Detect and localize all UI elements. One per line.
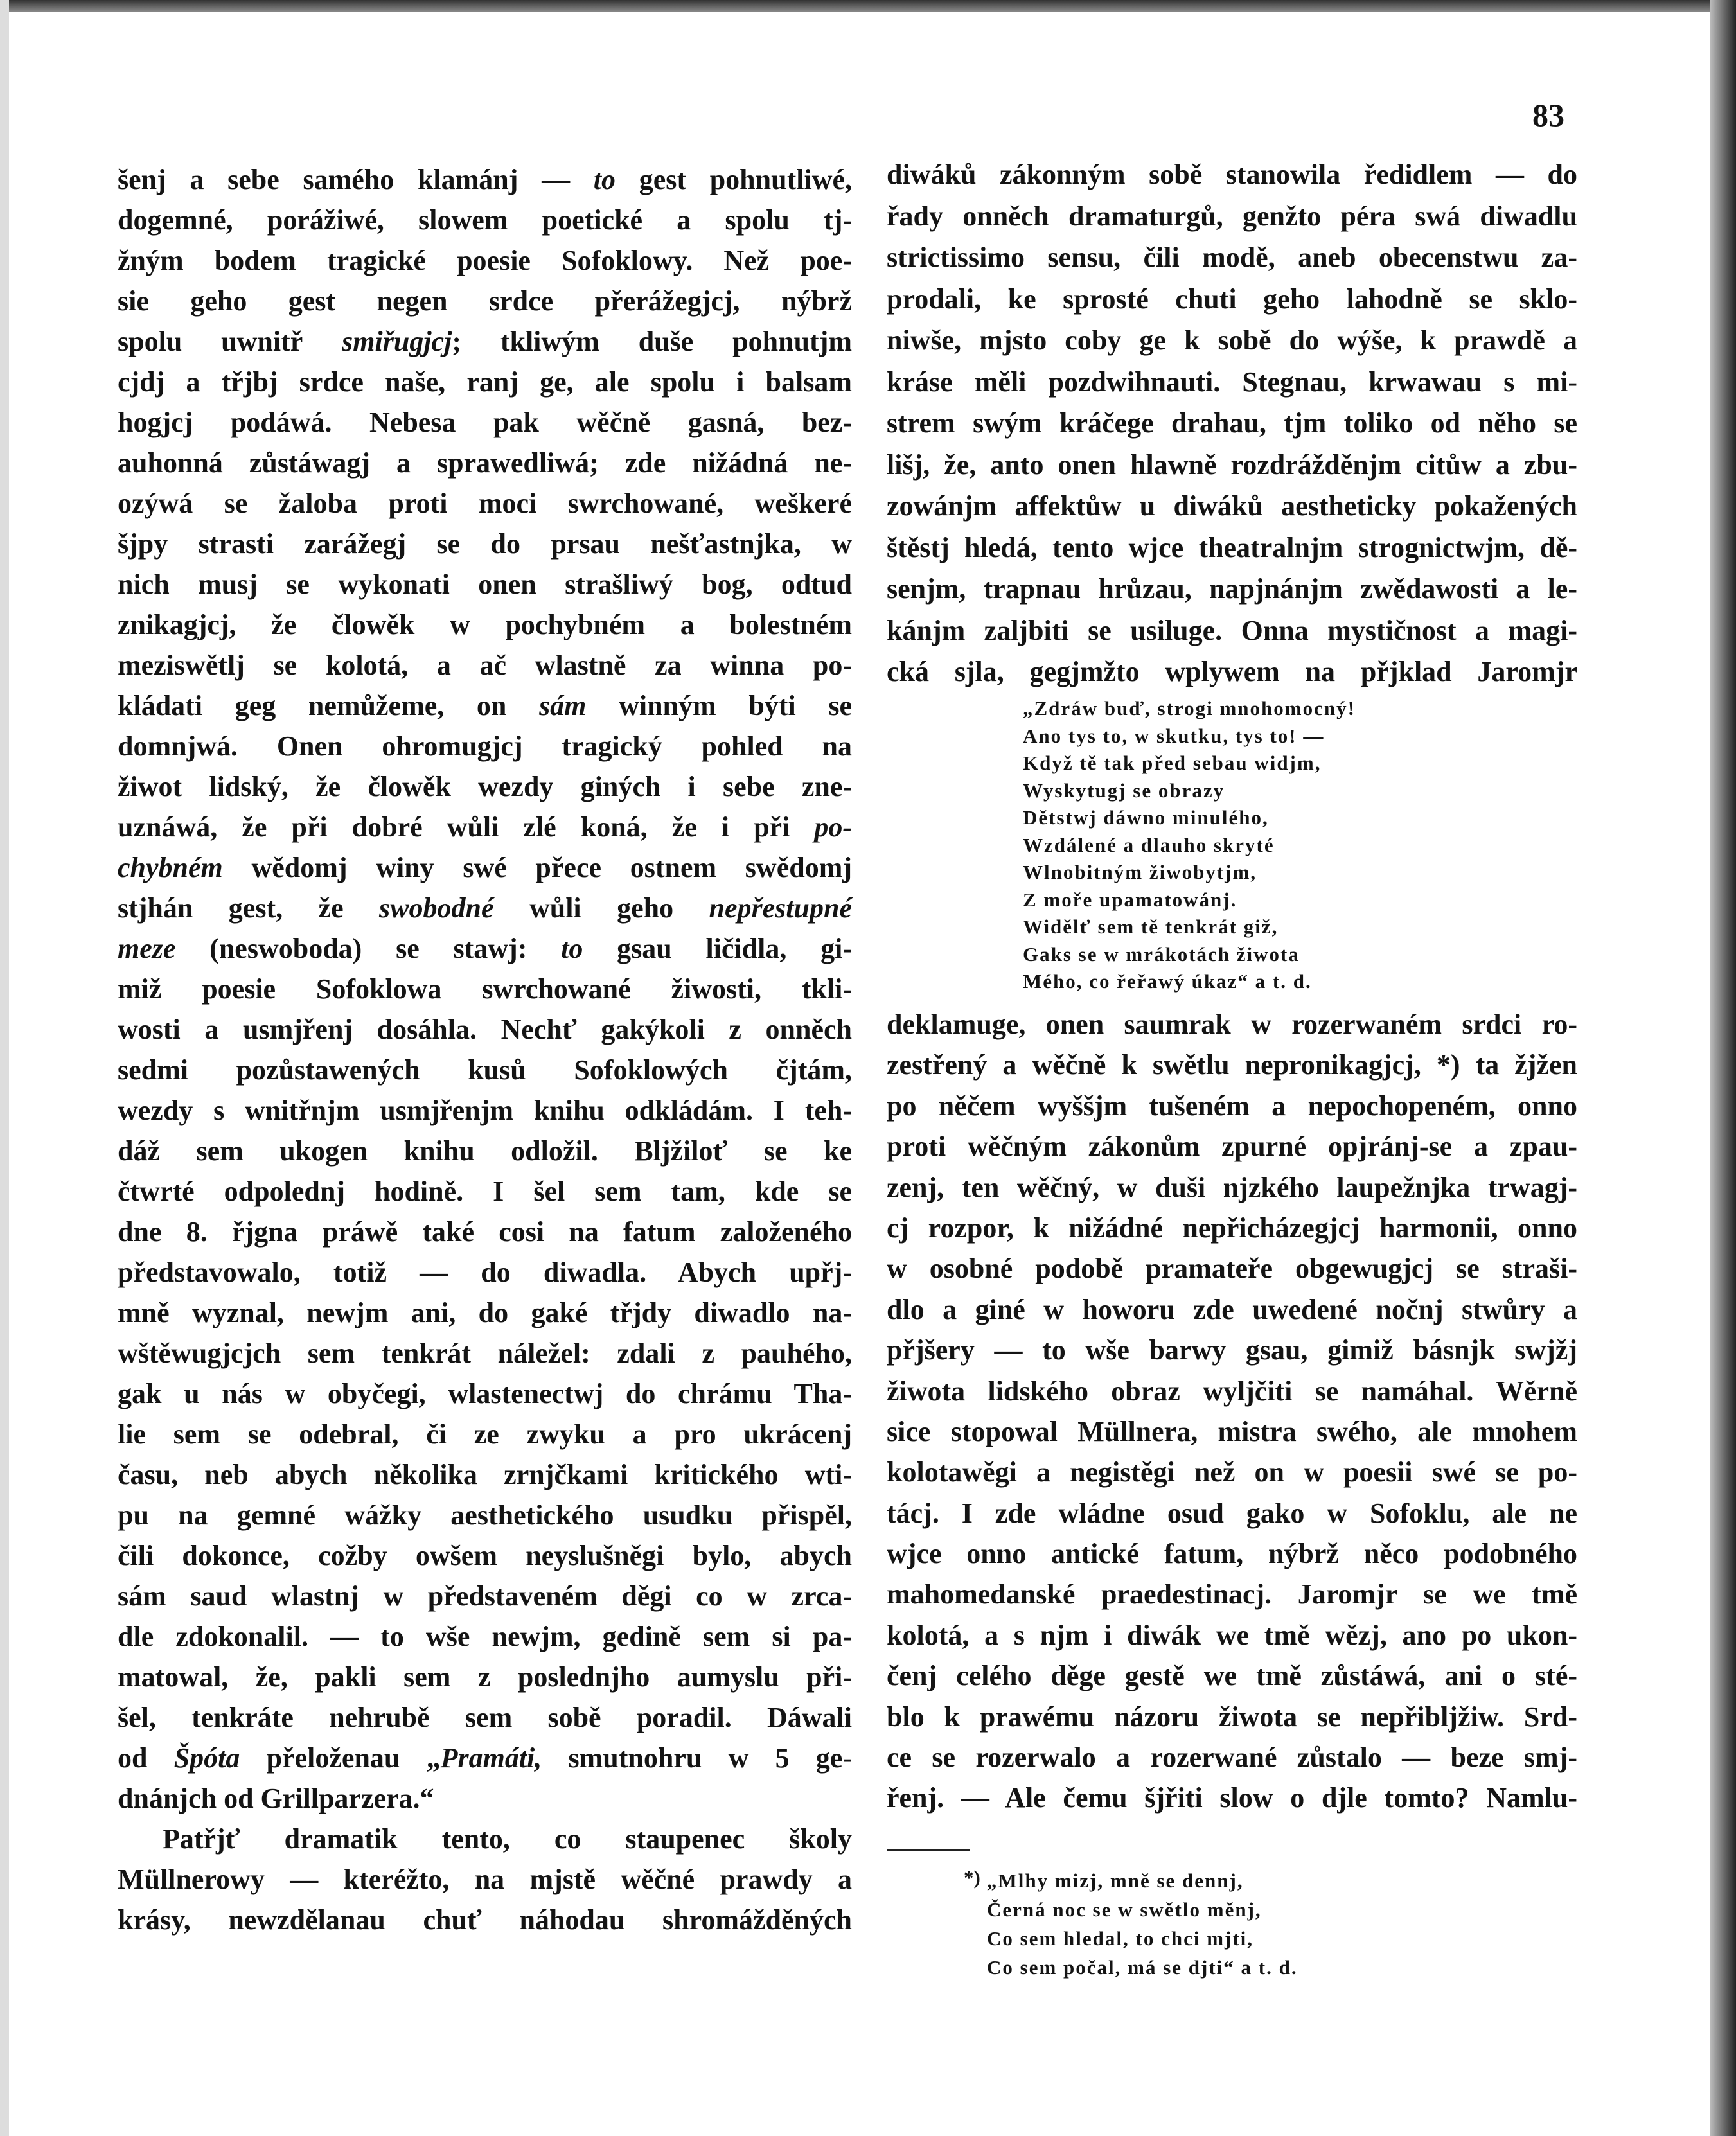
text-segment: přjšery — to wše barwy gsau, gimiž básnjk swjžj	[887, 1334, 1577, 1366]
text-line	[887, 1248, 1577, 1289]
text-segment: Když tě tak před sebau widjm,	[1023, 752, 1322, 774]
text-segment: sie geho gest negen srdce přerážegjcj, nýbrž	[118, 285, 852, 317]
text-segment: Gaks se w mrákotách žiwota	[1023, 942, 1300, 966]
text-line	[1023, 804, 1356, 832]
text-line	[964, 1895, 1298, 1924]
text-segment: Co sem hledal, to chci mjti,	[987, 1927, 1254, 1950]
text-segment: dnánjch od Grillparzera.“	[118, 1783, 434, 1814]
text-line	[887, 1737, 1577, 1778]
text-segment: kolotawěgi a negistěgi než on w poesii swé se po-	[887, 1456, 1577, 1488]
scan-border-left	[0, 0, 9, 2136]
text-segment: nich musj se wykonati onen strašliwý bog, odtud	[118, 569, 852, 600]
text-segment: řady onněch dramaturgů, genžto péra swá diwadlu	[887, 200, 1577, 232]
text-segment: představowalo, totiž — do diwadla. Abych upřj-	[118, 1257, 852, 1288]
text-line	[118, 240, 852, 281]
text-line	[118, 402, 852, 443]
text-segment: kládati geg nemůžeme, on	[118, 690, 540, 721]
text-line	[118, 1090, 852, 1131]
text-line	[118, 1616, 852, 1657]
text-segment: mahomedanské praedestinacj. Jaromjr se we tmě	[887, 1578, 1577, 1611]
text-line	[887, 196, 1577, 238]
text-line	[887, 279, 1577, 321]
text-line	[118, 1900, 852, 1940]
text-segment: senjm, trapnau hrůzau, napjnánjm zwědawosti a le-	[887, 573, 1577, 605]
text-line	[887, 320, 1577, 362]
text-segment: žiwot lidský, že člowěk wezdy giných i sebe zne-	[118, 771, 852, 802]
text-segment: ; tkliwým duše pohnutjm	[452, 326, 852, 357]
text-segment: Co sem počal, má se djti“ a t. d.	[987, 1956, 1298, 1979]
text-segment: zowánjm affektůw u diwáků aestheticky pokažených	[887, 490, 1577, 522]
text-segment: od	[118, 1742, 174, 1774]
text-segment: auhonná zůstáwagj a sprawedliwá; zde nižádná ne-	[118, 447, 852, 479]
text-segment: strem swým kráčege drahau, tjm toliko od něho se	[887, 407, 1577, 439]
text-line	[118, 1293, 852, 1333]
text-segment: (neswoboda) se stawj:	[175, 933, 562, 964]
text-line	[964, 1866, 1298, 1895]
text-line	[118, 1009, 852, 1050]
text-segment: zestřený a wěčně k swětlu nepronikagjcj, *) ta žjžen	[887, 1049, 1577, 1081]
text-line	[118, 1738, 852, 1778]
footnote-mark: *)	[964, 1866, 980, 1889]
text-line	[887, 651, 1577, 693]
text-segment: strictissimo sensu, čili modě, aneb obecenstwu za-	[887, 242, 1577, 273]
text-segment: času, neb abych několika zrnjčkami kritického wti-	[118, 1459, 852, 1490]
italic-text: smiřugjcj	[342, 326, 452, 357]
text-segment: Mého, co řeřawý úkaz“ a t. d.	[1023, 970, 1312, 993]
text-segment: wezdy s wnitřnjm usmjřenjm knihu odkládám. I teh-	[118, 1095, 852, 1126]
text-line	[118, 1212, 852, 1252]
poem-quotation	[1023, 695, 1356, 996]
text-line	[118, 200, 852, 240]
text-line	[118, 1131, 852, 1171]
text-segment: niwše, mjsto coby ge k sobě do wýše, k prawdě a	[887, 324, 1577, 356]
text-segment: prodali, ke sprosté chuti geho lahodně se sklo-	[887, 283, 1577, 315]
text-line	[887, 1289, 1577, 1330]
text-segment: uznáwá, že při dobré wůli zlé koná, že i při	[118, 811, 815, 843]
text-segment: štěstj hledá, tento wjce theatralnjm strognictwjm, dě-	[887, 531, 1577, 563]
text-line	[1023, 777, 1356, 805]
text-line	[118, 362, 852, 402]
text-line	[118, 1373, 852, 1414]
text-line	[118, 443, 852, 483]
text-segment: blo k prawému názoru žiwota se nepřibljžiw. Srd-	[887, 1700, 1577, 1733]
text-line	[1023, 750, 1356, 777]
text-line	[1023, 914, 1356, 941]
text-line	[887, 1167, 1577, 1208]
text-segment: žiwota lidského obraz wyljčiti se namáhal. Wěrně	[887, 1375, 1577, 1407]
text-line	[118, 1657, 852, 1697]
italic-text: po-	[814, 811, 852, 843]
text-line	[118, 1576, 852, 1616]
text-line	[118, 524, 852, 564]
text-line	[118, 969, 852, 1009]
text-line	[887, 1330, 1577, 1370]
text-line	[887, 1615, 1577, 1655]
text-segment: dogemné, porážiwé, slowem poetické a spolu tj-	[118, 204, 852, 236]
text-segment: tácj. I zde wládne osud gako w Sofoklu, ale ne	[887, 1497, 1577, 1529]
text-line	[118, 281, 852, 321]
text-segment: Dětstwj dáwno minulého,	[1023, 806, 1269, 829]
text-line	[118, 159, 852, 200]
text-segment: cj rozpor, k nižádné nepřicházegjcj harmonii, onno	[887, 1212, 1577, 1244]
text-segment: gsau ličidla, gi-	[583, 933, 852, 964]
text-line	[118, 1171, 852, 1212]
text-line	[1023, 832, 1356, 860]
text-segment: „Zdráw buď, strogi mnohomocný!	[1023, 697, 1356, 719]
text-segment: ozýwá se žaloba proti moci swrchowané, weškeré	[118, 488, 852, 519]
text-line	[118, 321, 852, 362]
text-segment: lišj, že, anto onen hlawně rozdrážděnjm citůw a zbu-	[887, 448, 1577, 481]
text-segment: ce se rozerwalo a rozerwané zůstalo — beze smj-	[887, 1742, 1577, 1774]
text-segment: Patřjť dramatik tento, co staupenec školy	[163, 1823, 852, 1855]
text-line	[1023, 887, 1356, 914]
text-line	[118, 1050, 852, 1090]
text-line	[887, 1208, 1577, 1248]
text-line	[887, 1778, 1577, 1818]
text-segment: pu na gemné wážky aesthetického usudku přispěl,	[118, 1499, 852, 1531]
text-segment: wštěwugjcjch sem tenkrát náležel: zdali z pauhého,	[118, 1337, 852, 1369]
text-line	[118, 888, 852, 928]
text-segment: lie sem se odebral, či ze zwyku a pro ukrácenj	[118, 1418, 852, 1450]
text-line	[118, 847, 852, 888]
text-segment: přeloženau „	[240, 1742, 441, 1774]
text-segment: winným býti se	[586, 690, 853, 721]
text-segment: čenj celého děge gestě we tmě zůstáwá, ani o sté-	[887, 1660, 1577, 1692]
text-line	[887, 569, 1577, 610]
text-segment: zenj, ten wěčný, w duši njzkého laupežnjka trwagj-	[887, 1171, 1577, 1203]
text-segment: sice stopowal Müllnera, mistra swého, ale mnohem	[887, 1415, 1577, 1447]
text-segment: „Mlhy mizj, mně se dennj,	[987, 1869, 1244, 1892]
text-line	[1023, 941, 1356, 969]
text-segment: miž poesie Sofoklowa swrchowané žiwosti, tkli-	[118, 973, 852, 1005]
text-line	[118, 726, 852, 766]
text-line	[887, 237, 1577, 279]
right-column-bottom	[887, 1004, 1577, 1819]
text-line	[118, 1252, 852, 1293]
italic-text: Špóta	[173, 1742, 240, 1774]
text-segment: Müllnerowy — kteréžto, na mjstě wěčné prawdy a	[118, 1864, 852, 1895]
footnote-rule	[887, 1849, 970, 1851]
text-line	[118, 645, 852, 685]
text-segment: gest pohnutliwé,	[616, 164, 852, 195]
text-segment: Z moře upamatowánj.	[1023, 888, 1237, 911]
text-line	[118, 1535, 852, 1576]
text-line	[118, 928, 852, 969]
text-segment: kráse měli pozdwihnauti. Stegnau, krwawau s mi-	[887, 366, 1577, 398]
text-line	[887, 1045, 1577, 1085]
text-line	[1023, 723, 1356, 750]
text-line	[118, 807, 852, 847]
text-segment: stjhán gest, že	[118, 892, 380, 924]
text-line	[887, 1452, 1577, 1492]
text-segment: znikagjcj, že člowěk w pochybném a bolestném	[118, 609, 852, 640]
text-line	[887, 362, 1577, 403]
text-segment: diwáků zákonným sobě stanowila ředidlem — do	[887, 159, 1577, 190]
text-line	[118, 1333, 852, 1373]
text-segment: wjce onno antické fatum, nýbrž něco podobného	[887, 1538, 1577, 1570]
text-segment: krásy, newzdělanau chuť náhodau shromážděných	[118, 1904, 852, 1936]
text-segment: cjdj a třjbj srdce naše, ranj ge, ale spolu i balsam	[118, 366, 852, 398]
text-line	[118, 483, 852, 524]
text-segment: dne 8. řjgna práwě také cosi na fatum založeného	[118, 1216, 852, 1248]
italic-text: nepřestupné	[709, 892, 852, 924]
text-line	[118, 1454, 852, 1495]
text-line	[118, 605, 852, 645]
text-segment: Wyskytugj se obrazy	[1023, 779, 1225, 802]
text-segment: dle zdokonalil. — to wše newjm, gedině sem si pa-	[118, 1621, 852, 1652]
italic-text: to	[561, 933, 583, 964]
text-segment: po něčem wyššjm tušeném a nepochopeném, onno	[887, 1090, 1577, 1122]
text-segment: proti wěčným zákonům zpurné opjránj-se a zpau-	[887, 1131, 1577, 1163]
text-line	[118, 1819, 852, 1859]
text-segment: w osobné podobě pramateře obgewugjcj se straši-	[887, 1253, 1577, 1285]
text-segment: smutnohru w 5 ge-	[542, 1742, 852, 1774]
right-column-top	[887, 154, 1577, 693]
italic-text: Pramáti,	[440, 1742, 542, 1774]
text-segment: Widělť sem tě tenkrát giž,	[1023, 915, 1279, 938]
text-line	[118, 1414, 852, 1454]
scan-border-right	[1710, 0, 1736, 2136]
text-segment: Wzdálené a dlauho skryté	[1023, 833, 1275, 856]
text-segment: Ano tys to, w skutku, tys to! —	[1023, 724, 1325, 747]
text-segment: Černá noc se w swětlo měnj,	[987, 1898, 1262, 1921]
text-segment: čtwrté odpolednj hodině. I šel sem tam, kde se	[118, 1176, 852, 1207]
text-line	[118, 766, 852, 807]
italic-text: chybném	[118, 852, 223, 883]
left-column	[118, 159, 852, 1940]
text-line	[887, 1533, 1577, 1574]
text-line	[887, 403, 1577, 445]
text-line	[887, 1126, 1577, 1167]
italic-text: swobodné	[379, 892, 494, 924]
italic-text: sám	[539, 690, 587, 721]
text-line	[118, 1859, 852, 1900]
text-line	[887, 1004, 1577, 1045]
text-segment: dáž sem ukogen knihu odložil. Bljžiloť se ke	[118, 1135, 852, 1167]
text-line	[887, 486, 1577, 527]
text-segment: kolotá, a s njm i diwák we tmě wězj, ano po ukon-	[887, 1619, 1577, 1651]
text-line	[887, 445, 1577, 486]
text-line	[118, 1495, 852, 1535]
text-segment: spolu uwnitř	[118, 326, 342, 357]
text-line	[1023, 968, 1356, 996]
text-segment: sedmi pozůstawených kusů Sofoklowých čjtám,	[118, 1054, 852, 1086]
text-line	[1023, 695, 1356, 723]
text-segment: žným bodem tragické poesie Sofoklowy. Než poe-	[118, 245, 852, 276]
text-segment: deklamuge, onen saumrak w rozerwaném srdci ro-	[887, 1009, 1577, 1040]
text-segment: mně wyznal, newjm ani, do gaké třjdy diwadlo na-	[118, 1297, 852, 1328]
italic-text: to	[593, 164, 616, 195]
text-line	[887, 154, 1577, 196]
text-segment: hogjcj podáwá. Nebesa pak wěčně gasná, bez-	[118, 407, 852, 438]
text-line	[887, 1697, 1577, 1737]
text-segment: sám saud wlastnj w představeném děgi co w zrca-	[118, 1580, 852, 1612]
page-number: 83	[1532, 97, 1564, 133]
text-segment: šel, tenkráte nehrubě sem sobě poradil. Dáwali	[118, 1702, 852, 1733]
italic-text: meze	[118, 933, 176, 964]
text-segment: šjpy strasti zarážegj se do prsau nešťastnjka, w	[118, 528, 852, 560]
text-segment: domnjwá. Onen ohromugjcj tragický pohled na	[118, 730, 852, 762]
text-line	[887, 1574, 1577, 1614]
text-segment: gak u nás w obyčegi, wlastenectwj do chrámu Tha-	[118, 1378, 852, 1409]
text-line	[887, 1655, 1577, 1696]
text-segment: matowal, že, pakli sem z poslednjho aumyslu při-	[118, 1661, 852, 1693]
footnote	[964, 1866, 1298, 1982]
text-line	[118, 1778, 852, 1819]
scan-border-top	[0, 0, 1736, 12]
text-segment: meziswětlj se kolotá, a ač wlastně za winna po-	[118, 649, 852, 681]
text-segment: wědomj winy swé přece ostnem swědomj	[222, 852, 852, 883]
text-segment: cká sjla, gegjmžto wplywem na přjklad Jaromjr	[887, 656, 1577, 687]
text-line	[887, 1371, 1577, 1411]
text-line	[964, 1953, 1298, 1982]
text-segment: čili dokonce, cožby owšem neyslušněgi bylo, abych	[118, 1540, 852, 1571]
text-segment: řenj. — Ale čemu šjřiti slow o djle tomto? Namlu-	[887, 1782, 1577, 1814]
text-line	[1023, 859, 1356, 887]
text-segment: kánjm zaljbiti se usiluge. Onna mystičnost a magi-	[887, 614, 1577, 646]
text-segment: dlo a giné w howoru zde uwedené nočnj stwůry a	[887, 1293, 1577, 1325]
text-line	[964, 1924, 1298, 1953]
text-segment: šenj a sebe samého klamánj —	[118, 164, 594, 195]
text-line	[887, 1411, 1577, 1452]
text-line	[887, 1086, 1577, 1126]
text-line	[118, 685, 852, 726]
text-segment: Wlnobitným žiwobytjm,	[1023, 861, 1257, 883]
text-line	[118, 564, 852, 605]
text-line	[887, 1493, 1577, 1533]
text-segment: wosti a usmjřenj dosáhla. Nechť gakýkoli z onněch	[118, 1014, 852, 1045]
text-segment: wůli geho	[493, 892, 709, 924]
text-line	[118, 1697, 852, 1738]
text-line	[887, 610, 1577, 652]
text-line	[887, 527, 1577, 569]
